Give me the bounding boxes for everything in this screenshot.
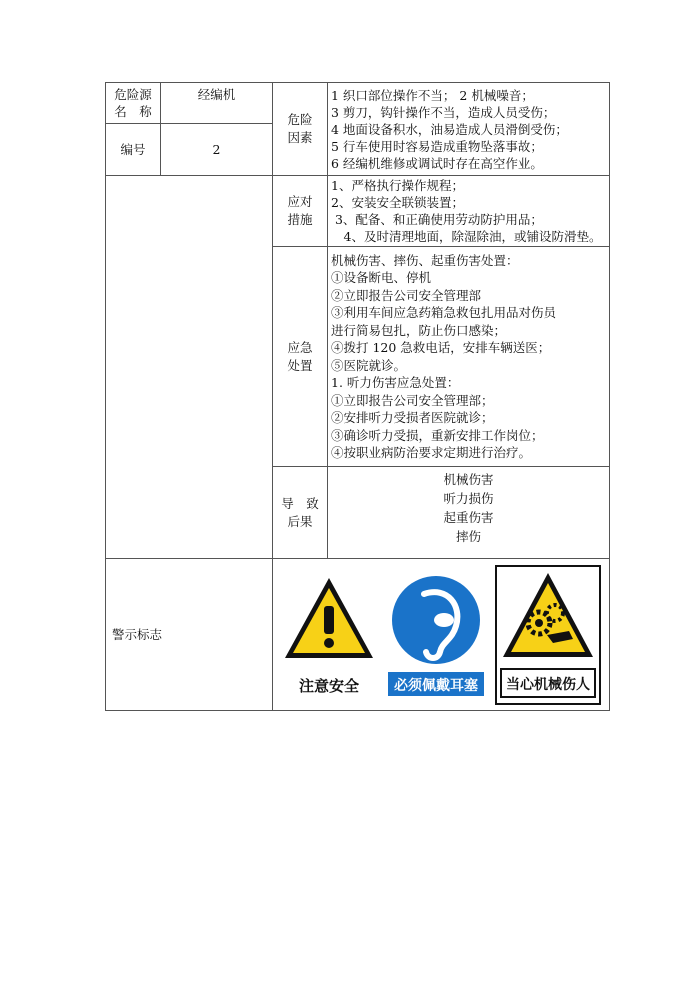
- emergency-item: 1. 听力伤害应急处置：: [331, 375, 460, 390]
- hazard-source-label: [106, 83, 161, 124]
- risk-factors-list: [328, 83, 610, 176]
- emergency-item: ④按职业病防治要求定期进行治疗。: [331, 445, 532, 460]
- risk-factor-item: 3 剪刀，钩针操作不当，造成人员受伤；: [331, 104, 556, 120]
- gear-hand-icon: [495, 565, 601, 705]
- emergency-item: ④拨打 120 急救电话，安排车辆送医；: [331, 340, 551, 355]
- risk-factors-label-line2: 因素: [287, 130, 313, 145]
- risk-factor-item: 4 地面设备积水，油易造成人员滑倒受伤；: [331, 121, 568, 137]
- sign-caption: 注意安全: [299, 676, 360, 695]
- blank-merged-cell: [106, 176, 273, 559]
- risk-factor-item: 6 经编机维修或调试时存在高空作业。: [331, 155, 543, 171]
- sign-caption: 必须佩戴耳塞: [393, 677, 478, 694]
- measures-label: [273, 176, 328, 247]
- emergency-label-line1: 应急: [287, 339, 313, 355]
- risk-factor-item: 1 织口部位操作不当； 2 机械噪音；: [331, 87, 534, 103]
- hazard-table: [105, 82, 610, 711]
- consequence-item: 起重伤害: [443, 510, 494, 525]
- measure-item: 4、及时清理地面，除湿除油，或铺设防滑垫。: [331, 229, 602, 244]
- consequence-label: [273, 467, 328, 559]
- warning-label: 警示标志: [106, 559, 273, 711]
- measure-item: 2、安装安全联锁装置；: [331, 195, 464, 210]
- measure-item: 3、配备、和正确使用劳动防护用品；: [331, 212, 543, 227]
- consequence-list: [328, 467, 610, 559]
- emergency-item: ②安排听力受损者医院就诊；: [331, 410, 494, 425]
- emergency-item: ③确诊听力受损，重新安排工作岗位；: [331, 427, 544, 443]
- emergency-list: [328, 247, 610, 467]
- measure-item: 1、严格执行操作规程；: [331, 178, 464, 193]
- warning-triangle-icon: [281, 572, 377, 698]
- measures-label-line1: 应对: [287, 194, 313, 209]
- consequence-item: 摔伤: [455, 529, 481, 544]
- consequence-item: 听力损伤: [443, 491, 494, 506]
- emergency-item: 机械伤害、摔伤、起重伤害处置：: [331, 252, 519, 268]
- emergency-item: ①设备断电、停机: [331, 270, 432, 285]
- risk-factors-label-line1: 危险: [287, 112, 313, 127]
- emergency-label: [273, 247, 328, 467]
- emergency-item: ⑤医院就诊。: [331, 357, 407, 373]
- emergency-item: ③利用车间应急药箱急救包扎用品对伤员: [331, 305, 557, 320]
- emergency-item: 进行简易包扎，防止伤口感染；: [331, 322, 507, 338]
- consequence-label-line1: 导 致: [281, 495, 319, 511]
- warning-signs: [273, 560, 609, 710]
- risk-factor-item: 5 行车使用时容易造成重物坠落事故；: [331, 138, 543, 154]
- measures-list: [328, 176, 610, 247]
- sign-caption: 当心机械伤人: [505, 676, 590, 693]
- emergency-item: ②立即报告公司安全管理部: [331, 287, 482, 303]
- measures-label-line2: 措施: [287, 212, 313, 227]
- ear-protection-icon: [386, 572, 486, 698]
- number-label: 编号: [106, 124, 161, 176]
- hazard-source-value: 经编机: [161, 83, 273, 124]
- number-value: 2: [161, 124, 273, 176]
- emergency-item: ①立即报告公司安全管理部；: [331, 392, 494, 408]
- consequence-label-line2: 后果: [287, 513, 313, 529]
- risk-factors-label: [273, 83, 328, 176]
- warning-signs-cell: [273, 559, 610, 711]
- hazard-source-label-line1: 危险源: [114, 87, 152, 102]
- emergency-label-line2: 处置: [287, 357, 313, 373]
- consequence-item: 机械伤害: [443, 472, 494, 487]
- hazard-source-label-line2: 名 称: [114, 104, 152, 119]
